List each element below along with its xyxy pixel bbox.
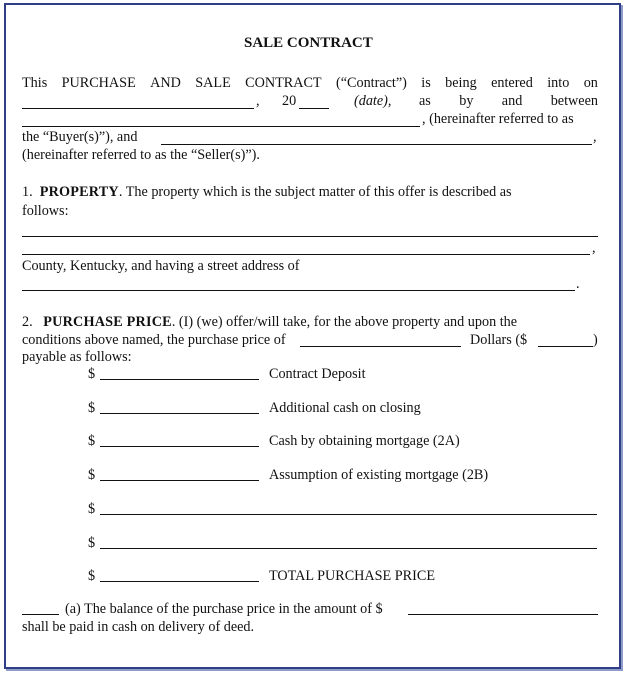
dollar-sign: $	[88, 568, 96, 584]
intro-word: by	[459, 93, 474, 109]
dollar-sign: $	[88, 433, 96, 449]
year-blank[interactable]	[299, 108, 329, 109]
total-label: TOTAL PURCHASE PRICE	[269, 568, 435, 584]
intro-word: between	[550, 93, 598, 109]
period: .	[576, 276, 580, 292]
payment-label: Additional cash on closing	[269, 400, 421, 416]
intro-line-2	[419, 93, 598, 109]
intro-word: CONTRACT	[245, 75, 322, 91]
amount-blank[interactable]	[100, 446, 259, 447]
payment-label: Assumption of existing mortgage (2B)	[269, 467, 489, 483]
section-2-line-2: conditions above named, the purchase price of	[22, 332, 286, 348]
balance-text: (a) The balance of the purchase price in the amount of $	[65, 601, 383, 617]
amount-blank[interactable]	[100, 413, 259, 414]
amount-and-description-blank[interactable]	[100, 514, 597, 515]
seller-label: (hereinafter referred to as the “Seller(s)”).	[22, 147, 260, 163]
intro-word: SALE	[195, 75, 231, 91]
amount-and-description-blank[interactable]	[100, 548, 597, 549]
intro-word: AND	[150, 75, 181, 91]
date-label: (date),	[354, 93, 392, 109]
balance-text-line-2: shall be paid in cash on delivery of deed.	[22, 619, 255, 635]
section-1-line-1	[22, 184, 512, 200]
section-number: 2.	[22, 314, 33, 330]
section-2-line-3: payable as follows:	[22, 349, 132, 365]
year-prefix: 20	[282, 93, 297, 109]
seller-name-blank[interactable]	[161, 144, 592, 145]
section-text: . The property which is the subject matter of this offer is described as	[118, 184, 512, 200]
contract-title: SALE CONTRACT	[244, 35, 373, 51]
intro-word: entered	[491, 75, 533, 91]
intro-word: as	[419, 93, 431, 109]
intro-word: and	[501, 93, 523, 109]
payment-label: Cash by obtaining mortgage (2A)	[269, 433, 460, 449]
dollar-sign: $	[88, 467, 96, 483]
intro-word: being	[445, 75, 477, 91]
purchase-price-amount-blank[interactable]	[538, 346, 593, 347]
section-text: . (I) (we) offer/will take, for the above property and upon the	[171, 314, 518, 330]
section-heading: PURCHASE PRICE	[43, 314, 172, 330]
dollar-sign: $	[88, 400, 96, 416]
dollars-label: Dollars ($	[470, 332, 528, 348]
amount-blank[interactable]	[100, 480, 259, 481]
buyer-name-blank[interactable]	[22, 126, 420, 127]
buyer-suffix: , (hereinafter referred to as	[422, 111, 574, 127]
payment-label: Contract Deposit	[269, 366, 366, 382]
dollar-sign: $	[88, 366, 96, 382]
comma: ,	[256, 93, 260, 109]
purchase-price-words-blank[interactable]	[300, 346, 461, 347]
intro-word: (“Contract”)	[336, 75, 407, 91]
intro-word: is	[421, 75, 431, 91]
property-description-blank-2[interactable]	[22, 254, 590, 255]
intro-word: on	[583, 75, 598, 91]
property-description-blank-1[interactable]	[22, 236, 598, 237]
section-1-line-2: follows:	[22, 203, 69, 219]
intro-line-1	[22, 75, 598, 91]
initials-blank[interactable]	[22, 614, 59, 615]
close-paren: )	[593, 332, 598, 348]
section-2-line-1	[22, 314, 517, 330]
amount-blank[interactable]	[100, 581, 259, 582]
balance-amount-blank[interactable]	[408, 614, 598, 615]
comma: ,	[593, 129, 597, 145]
dollar-sign: $	[88, 501, 96, 517]
date-blank[interactable]	[22, 108, 254, 109]
intro-word: This	[22, 75, 48, 91]
section-number: 1.	[22, 184, 33, 200]
dollar-sign: $	[88, 535, 96, 551]
street-address-blank[interactable]	[22, 290, 575, 291]
county-text: County, Kentucky, and having a street address of	[22, 258, 300, 274]
section-heading: PROPERTY	[39, 184, 119, 200]
buyer-label: the “Buyer(s)”), and	[22, 129, 138, 145]
comma: ,	[592, 240, 596, 256]
intro-word: into	[547, 75, 570, 91]
amount-blank[interactable]	[100, 379, 259, 380]
intro-word: PURCHASE	[61, 75, 136, 91]
